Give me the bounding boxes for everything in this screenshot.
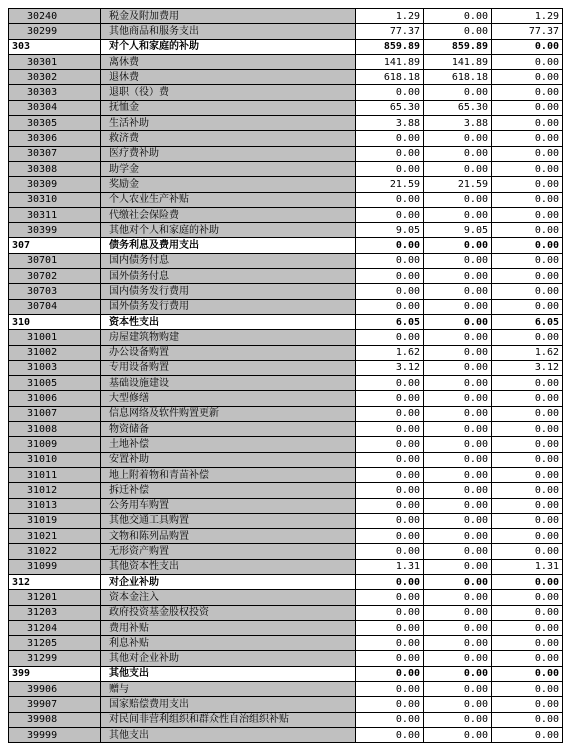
row-total-cell: 0.00 xyxy=(356,161,424,176)
row-basic-cell: 0.00 xyxy=(424,651,492,666)
row-code-cell: 30309 xyxy=(9,177,101,192)
table-group-row xyxy=(9,39,563,54)
row-total-cell: 77.37 xyxy=(356,24,424,39)
row-project-cell: 0.00 xyxy=(492,452,563,467)
row-name-cell: 国内债务付息 xyxy=(101,253,356,268)
row-basic-cell: 0.00 xyxy=(424,146,492,161)
row-name-cell: 公务用车购置 xyxy=(101,498,356,513)
row-total-cell: 0.00 xyxy=(356,299,424,314)
row-basic-cell: 0.00 xyxy=(424,712,492,727)
table-row xyxy=(9,406,563,421)
row-project-cell: 0.00 xyxy=(492,513,563,528)
row-basic-cell: 0.00 xyxy=(424,422,492,437)
row-name-cell: 无形资产购置 xyxy=(101,544,356,559)
row-total-cell: 0.00 xyxy=(356,131,424,146)
table-row xyxy=(9,284,563,299)
row-basic-cell: 0.00 xyxy=(424,299,492,314)
row-code-cell: 31001 xyxy=(9,330,101,345)
row-name-cell: 生活补助 xyxy=(101,116,356,131)
row-name-cell: 国外债务付息 xyxy=(101,269,356,284)
row-basic-cell: 0.00 xyxy=(424,636,492,651)
row-total-cell: 618.18 xyxy=(356,70,424,85)
row-code-cell: 312 xyxy=(9,574,101,589)
row-code-cell: 39999 xyxy=(9,727,101,742)
row-total-cell: 0.00 xyxy=(356,146,424,161)
table-row xyxy=(9,223,563,238)
row-total-cell: 0.00 xyxy=(356,253,424,268)
row-name-cell: 其他商品和服务支出 xyxy=(101,24,356,39)
row-code-cell: 31008 xyxy=(9,422,101,437)
row-total-cell: 0.00 xyxy=(356,406,424,421)
row-total-cell: 0.00 xyxy=(356,697,424,712)
row-basic-cell: 0.00 xyxy=(424,360,492,375)
row-code-cell: 30307 xyxy=(9,146,101,161)
row-total-cell: 0.00 xyxy=(356,682,424,697)
row-total-cell: 0.00 xyxy=(356,376,424,391)
row-basic-cell: 0.00 xyxy=(424,345,492,360)
row-name-cell: 地上附着物和青苗补偿 xyxy=(101,467,356,482)
table-group-row xyxy=(9,238,563,253)
row-code-cell: 31021 xyxy=(9,529,101,544)
budget-table xyxy=(8,8,563,743)
row-project-cell: 0.00 xyxy=(492,253,563,268)
row-name-cell: 安置补助 xyxy=(101,452,356,467)
row-name-cell: 房屋建筑物购建 xyxy=(101,330,356,345)
row-name-cell: 其他对企业补助 xyxy=(101,651,356,666)
table-row xyxy=(9,529,563,544)
row-code-cell: 30311 xyxy=(9,207,101,222)
row-code-cell: 31204 xyxy=(9,620,101,635)
table-row xyxy=(9,467,563,482)
row-name-cell: 其他对个人和家庭的补助 xyxy=(101,223,356,238)
row-code-cell: 30310 xyxy=(9,192,101,207)
row-code-cell: 30399 xyxy=(9,223,101,238)
row-basic-cell: 0.00 xyxy=(424,9,492,24)
row-project-cell: 1.29 xyxy=(492,9,563,24)
row-name-cell: 大型修缮 xyxy=(101,391,356,406)
table-body xyxy=(9,9,563,743)
row-project-cell: 0.00 xyxy=(492,422,563,437)
row-basic-cell: 0.00 xyxy=(424,131,492,146)
table-row xyxy=(9,391,563,406)
row-total-cell: 0.00 xyxy=(356,269,424,284)
row-code-cell: 31003 xyxy=(9,360,101,375)
row-basic-cell: 0.00 xyxy=(424,376,492,391)
row-basic-cell: 21.59 xyxy=(424,177,492,192)
row-project-cell: 0.00 xyxy=(492,223,563,238)
row-code-cell: 39907 xyxy=(9,697,101,712)
row-project-cell: 0.00 xyxy=(492,651,563,666)
row-code-cell: 31009 xyxy=(9,437,101,452)
row-total-cell: 0.00 xyxy=(356,727,424,742)
row-total-cell: 0.00 xyxy=(356,422,424,437)
row-basic-cell: 0.00 xyxy=(424,284,492,299)
row-name-cell: 其他支出 xyxy=(101,727,356,742)
row-basic-cell: 0.00 xyxy=(424,85,492,100)
table-row xyxy=(9,24,563,39)
row-code-cell: 30306 xyxy=(9,131,101,146)
row-total-cell: 9.05 xyxy=(356,223,424,238)
row-project-cell: 0.00 xyxy=(492,146,563,161)
row-basic-cell: 0.00 xyxy=(424,269,492,284)
row-name-cell: 债务利息及费用支出 xyxy=(101,238,356,253)
row-name-cell: 税金及附加费用 xyxy=(101,9,356,24)
row-total-cell: 3.12 xyxy=(356,360,424,375)
row-total-cell: 0.00 xyxy=(356,284,424,299)
row-name-cell: 国外债务发行费用 xyxy=(101,299,356,314)
row-project-cell: 0.00 xyxy=(492,299,563,314)
row-basic-cell: 0.00 xyxy=(424,529,492,544)
row-total-cell: 0.00 xyxy=(356,529,424,544)
row-project-cell: 1.31 xyxy=(492,559,563,574)
row-code-cell: 30702 xyxy=(9,269,101,284)
row-project-cell: 0.00 xyxy=(492,605,563,620)
row-project-cell: 0.00 xyxy=(492,620,563,635)
table-row xyxy=(9,651,563,666)
row-code-cell: 30301 xyxy=(9,54,101,69)
row-total-cell: 0.00 xyxy=(356,452,424,467)
row-name-cell: 资本金注入 xyxy=(101,590,356,605)
table-row xyxy=(9,299,563,314)
row-code-cell: 39906 xyxy=(9,682,101,697)
row-total-cell: 0.00 xyxy=(356,330,424,345)
table-row xyxy=(9,161,563,176)
row-project-cell: 0.00 xyxy=(492,284,563,299)
row-total-cell: 141.89 xyxy=(356,54,424,69)
row-project-cell: 0.00 xyxy=(492,161,563,176)
table-row xyxy=(9,131,563,146)
row-project-cell: 0.00 xyxy=(492,406,563,421)
row-name-cell: 基础设施建设 xyxy=(101,376,356,391)
row-basic-cell: 0.00 xyxy=(424,727,492,742)
row-name-cell: 其他支出 xyxy=(101,666,356,681)
row-basic-cell: 141.89 xyxy=(424,54,492,69)
row-name-cell: 政府投资基金股权投资 xyxy=(101,605,356,620)
row-total-cell: 1.29 xyxy=(356,9,424,24)
row-basic-cell: 0.00 xyxy=(424,574,492,589)
row-name-cell: 物资储备 xyxy=(101,422,356,437)
row-basic-cell: 0.00 xyxy=(424,544,492,559)
row-basic-cell: 0.00 xyxy=(424,437,492,452)
row-basic-cell: 0.00 xyxy=(424,666,492,681)
row-code-cell: 31203 xyxy=(9,605,101,620)
row-name-cell: 土地补偿 xyxy=(101,437,356,452)
row-total-cell: 0.00 xyxy=(356,207,424,222)
row-project-cell: 0.00 xyxy=(492,544,563,559)
row-basic-cell: 0.00 xyxy=(424,253,492,268)
row-total-cell: 0.00 xyxy=(356,605,424,620)
table-row xyxy=(9,636,563,651)
row-basic-cell: 0.00 xyxy=(424,238,492,253)
row-name-cell: 医疗费补助 xyxy=(101,146,356,161)
row-name-cell: 其他交通工具购置 xyxy=(101,513,356,528)
row-name-cell: 文物和陈列品购置 xyxy=(101,529,356,544)
row-name-cell: 奖励金 xyxy=(101,177,356,192)
row-basic-cell: 0.00 xyxy=(424,314,492,329)
row-name-cell: 救济费 xyxy=(101,131,356,146)
table-row xyxy=(9,192,563,207)
row-total-cell: 0.00 xyxy=(356,192,424,207)
row-project-cell: 0.00 xyxy=(492,207,563,222)
table-row xyxy=(9,513,563,528)
table-row xyxy=(9,422,563,437)
row-basic-cell: 0.00 xyxy=(424,207,492,222)
row-project-cell: 0.00 xyxy=(492,666,563,681)
row-project-cell: 0.00 xyxy=(492,54,563,69)
table-row xyxy=(9,345,563,360)
row-code-cell: 30704 xyxy=(9,299,101,314)
row-project-cell: 0.00 xyxy=(492,269,563,284)
table-row xyxy=(9,269,563,284)
table-row xyxy=(9,85,563,100)
row-name-cell: 办公设备购置 xyxy=(101,345,356,360)
row-name-cell: 费用补贴 xyxy=(101,620,356,635)
row-project-cell: 0.00 xyxy=(492,391,563,406)
row-name-cell: 对企业补助 xyxy=(101,574,356,589)
table-row xyxy=(9,620,563,635)
table-row xyxy=(9,452,563,467)
row-project-cell: 0.00 xyxy=(492,697,563,712)
row-basic-cell: 0.00 xyxy=(424,24,492,39)
row-name-cell: 抚恤金 xyxy=(101,100,356,115)
table-row xyxy=(9,146,563,161)
row-name-cell: 国内债务发行费用 xyxy=(101,284,356,299)
row-project-cell: 1.62 xyxy=(492,345,563,360)
row-code-cell: 31205 xyxy=(9,636,101,651)
table-row xyxy=(9,697,563,712)
row-name-cell: 离休费 xyxy=(101,54,356,69)
row-basic-cell: 0.00 xyxy=(424,192,492,207)
table-row xyxy=(9,590,563,605)
row-basic-cell: 859.89 xyxy=(424,39,492,54)
table-row xyxy=(9,712,563,727)
table-row xyxy=(9,682,563,697)
row-basic-cell: 0.00 xyxy=(424,406,492,421)
row-name-cell: 代缴社会保险费 xyxy=(101,207,356,222)
row-name-cell: 利息补贴 xyxy=(101,636,356,651)
row-code-cell: 39908 xyxy=(9,712,101,727)
table-row xyxy=(9,116,563,131)
row-basic-cell: 618.18 xyxy=(424,70,492,85)
row-project-cell: 0.00 xyxy=(492,192,563,207)
row-name-cell: 拆迁补偿 xyxy=(101,483,356,498)
row-total-cell: 6.05 xyxy=(356,314,424,329)
row-total-cell: 0.00 xyxy=(356,391,424,406)
row-name-cell: 退职（役）费 xyxy=(101,85,356,100)
row-code-cell: 30299 xyxy=(9,24,101,39)
row-name-cell: 专用设备购置 xyxy=(101,360,356,375)
row-basic-cell: 0.00 xyxy=(424,513,492,528)
row-project-cell: 0.00 xyxy=(492,574,563,589)
row-total-cell: 65.30 xyxy=(356,100,424,115)
row-name-cell: 退休费 xyxy=(101,70,356,85)
row-code-cell: 31019 xyxy=(9,513,101,528)
row-total-cell: 0.00 xyxy=(356,483,424,498)
row-basic-cell: 0.00 xyxy=(424,498,492,513)
table-row xyxy=(9,376,563,391)
row-total-cell: 0.00 xyxy=(356,437,424,452)
row-project-cell: 0.00 xyxy=(492,636,563,651)
row-project-cell: 0.00 xyxy=(492,376,563,391)
row-code-cell: 310 xyxy=(9,314,101,329)
row-project-cell: 0.00 xyxy=(492,131,563,146)
row-total-cell: 0.00 xyxy=(356,712,424,727)
row-basic-cell: 0.00 xyxy=(424,697,492,712)
row-project-cell: 0.00 xyxy=(492,85,563,100)
row-total-cell: 0.00 xyxy=(356,513,424,528)
row-total-cell: 0.00 xyxy=(356,636,424,651)
row-code-cell: 30303 xyxy=(9,85,101,100)
row-project-cell: 0.00 xyxy=(492,100,563,115)
row-total-cell: 0.00 xyxy=(356,467,424,482)
row-code-cell: 31005 xyxy=(9,376,101,391)
row-code-cell: 31006 xyxy=(9,391,101,406)
row-code-cell: 399 xyxy=(9,666,101,681)
table-row xyxy=(9,360,563,375)
row-basic-cell: 0.00 xyxy=(424,452,492,467)
table-row xyxy=(9,483,563,498)
table-row xyxy=(9,54,563,69)
table-row xyxy=(9,437,563,452)
row-code-cell: 31007 xyxy=(9,406,101,421)
row-total-cell: 0.00 xyxy=(356,498,424,513)
table-row xyxy=(9,9,563,24)
row-total-cell: 859.89 xyxy=(356,39,424,54)
table-group-row xyxy=(9,574,563,589)
table-row xyxy=(9,70,563,85)
table-row xyxy=(9,498,563,513)
row-total-cell: 0.00 xyxy=(356,651,424,666)
table-row xyxy=(9,727,563,742)
row-total-cell: 3.88 xyxy=(356,116,424,131)
row-code-cell: 30305 xyxy=(9,116,101,131)
table-group-row xyxy=(9,666,563,681)
row-code-cell: 307 xyxy=(9,238,101,253)
row-name-cell: 赠与 xyxy=(101,682,356,697)
row-project-cell: 0.00 xyxy=(492,529,563,544)
table-row xyxy=(9,100,563,115)
row-code-cell: 30304 xyxy=(9,100,101,115)
row-name-cell: 对个人和家庭的补助 xyxy=(101,39,356,54)
row-code-cell: 30701 xyxy=(9,253,101,268)
row-total-cell: 0.00 xyxy=(356,85,424,100)
row-basic-cell: 0.00 xyxy=(424,682,492,697)
row-total-cell: 0.00 xyxy=(356,590,424,605)
row-code-cell: 31013 xyxy=(9,498,101,513)
row-name-cell: 个人农业生产补贴 xyxy=(101,192,356,207)
row-code-cell: 31299 xyxy=(9,651,101,666)
row-total-cell: 0.00 xyxy=(356,574,424,589)
row-total-cell: 0.00 xyxy=(356,666,424,681)
row-project-cell: 0.00 xyxy=(492,712,563,727)
row-code-cell: 31011 xyxy=(9,467,101,482)
table-row xyxy=(9,177,563,192)
row-project-cell: 0.00 xyxy=(492,116,563,131)
table-row xyxy=(9,253,563,268)
row-name-cell: 国家赔偿费用支出 xyxy=(101,697,356,712)
row-basic-cell: 0.00 xyxy=(424,620,492,635)
table-row xyxy=(9,605,563,620)
row-project-cell: 0.00 xyxy=(492,590,563,605)
row-project-cell: 0.00 xyxy=(492,177,563,192)
row-project-cell: 77.37 xyxy=(492,24,563,39)
row-total-cell: 0.00 xyxy=(356,620,424,635)
row-code-cell: 30308 xyxy=(9,161,101,176)
row-basic-cell: 0.00 xyxy=(424,467,492,482)
table-row xyxy=(9,544,563,559)
row-basic-cell: 9.05 xyxy=(424,223,492,238)
row-code-cell: 31010 xyxy=(9,452,101,467)
row-basic-cell: 0.00 xyxy=(424,605,492,620)
row-total-cell: 0.00 xyxy=(356,544,424,559)
row-basic-cell: 65.30 xyxy=(424,100,492,115)
row-code-cell: 30703 xyxy=(9,284,101,299)
row-basic-cell: 0.00 xyxy=(424,330,492,345)
row-name-cell: 其他资本性支出 xyxy=(101,559,356,574)
row-basic-cell: 0.00 xyxy=(424,559,492,574)
row-code-cell: 31022 xyxy=(9,544,101,559)
row-name-cell: 信息网络及软件购置更新 xyxy=(101,406,356,421)
row-code-cell: 31012 xyxy=(9,483,101,498)
row-project-cell: 0.00 xyxy=(492,437,563,452)
row-code-cell: 30302 xyxy=(9,70,101,85)
row-project-cell: 0.00 xyxy=(492,727,563,742)
row-total-cell: 21.59 xyxy=(356,177,424,192)
table-row xyxy=(9,207,563,222)
row-code-cell: 31099 xyxy=(9,559,101,574)
row-total-cell: 0.00 xyxy=(356,238,424,253)
row-name-cell: 对民间非营利组织和群众性自治组织补贴 xyxy=(101,712,356,727)
row-basic-cell: 0.00 xyxy=(424,391,492,406)
row-total-cell: 1.62 xyxy=(356,345,424,360)
row-total-cell: 1.31 xyxy=(356,559,424,574)
table-row xyxy=(9,330,563,345)
row-basic-cell: 0.00 xyxy=(424,590,492,605)
row-name-cell: 资本性支出 xyxy=(101,314,356,329)
row-code-cell: 31201 xyxy=(9,590,101,605)
row-name-cell: 助学金 xyxy=(101,161,356,176)
row-project-cell: 0.00 xyxy=(492,330,563,345)
row-project-cell: 0.00 xyxy=(492,483,563,498)
row-project-cell: 6.05 xyxy=(492,314,563,329)
row-project-cell: 0.00 xyxy=(492,39,563,54)
row-project-cell: 0.00 xyxy=(492,682,563,697)
row-project-cell: 0.00 xyxy=(492,238,563,253)
row-basic-cell: 3.88 xyxy=(424,116,492,131)
row-project-cell: 0.00 xyxy=(492,467,563,482)
row-code-cell: 31002 xyxy=(9,345,101,360)
row-code-cell: 30240 xyxy=(9,9,101,24)
row-project-cell: 0.00 xyxy=(492,498,563,513)
row-project-cell: 0.00 xyxy=(492,70,563,85)
table-row xyxy=(9,559,563,574)
row-code-cell: 303 xyxy=(9,39,101,54)
row-project-cell: 3.12 xyxy=(492,360,563,375)
row-basic-cell: 0.00 xyxy=(424,161,492,176)
row-basic-cell: 0.00 xyxy=(424,483,492,498)
table-group-row xyxy=(9,314,563,329)
